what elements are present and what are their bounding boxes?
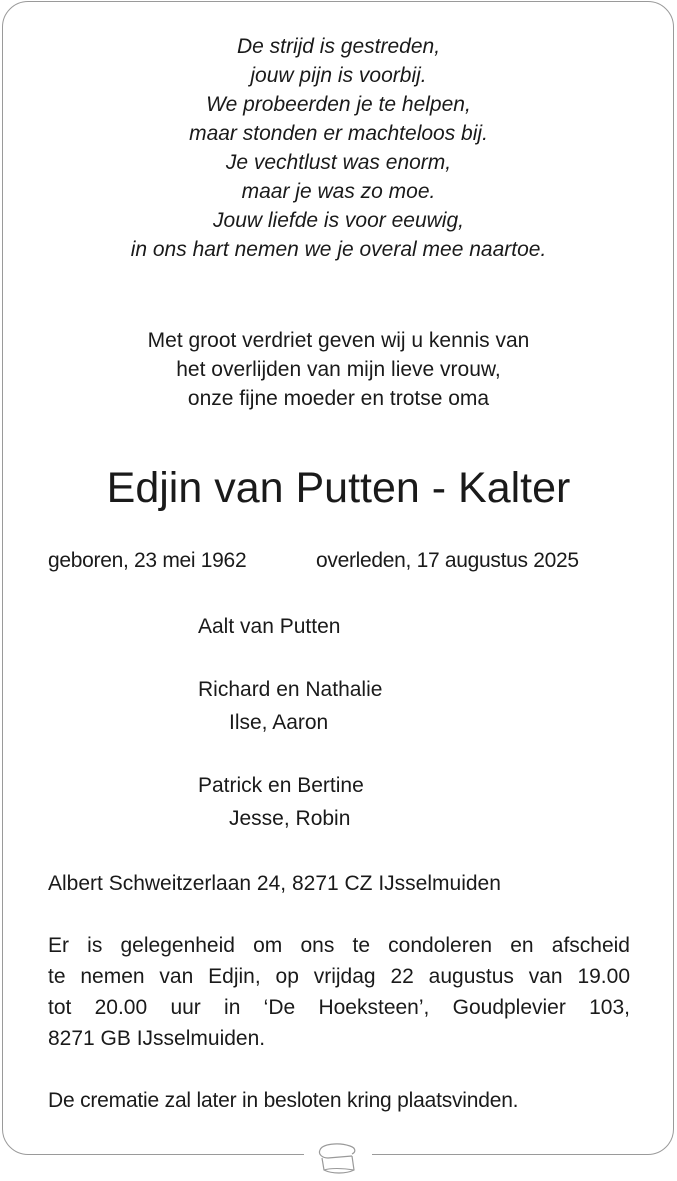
notice-line: 8271 GB IJsselmuiden.: [48, 1027, 266, 1050]
grandchildren-names: Jesse, Robin: [229, 807, 351, 830]
family-spouse: [198, 610, 340, 643]
child-names: Patrick en Bertine: [198, 774, 364, 797]
child-names: Richard en Nathalie: [198, 678, 383, 701]
home-address: Albert Schweitzerlaan 24, 8271 CZ IJsselmuiden: [48, 872, 501, 895]
notice-line: tot 20.00 uur in ‘De Hoeksteen’, Goudplevier 103,: [48, 996, 630, 1019]
poem-line: maar je was zo moe.: [241, 180, 436, 203]
poem-line: maar stonden er machteloos bij.: [189, 122, 488, 145]
intro-line: onze fijne moeder en trotse oma: [187, 387, 490, 410]
poem-line: jouw pijn is voorbij.: [250, 64, 427, 87]
death-date: overleden, 17 augustus 2025: [316, 549, 579, 572]
notice-line: Er is gelegenheid om ons te condoleren en afscheid: [48, 934, 630, 957]
condolence-notice: [48, 930, 630, 1054]
cremation-notice: De crematie zal later in besloten kring plaatsvinden.: [48, 1089, 519, 1112]
intro-line: Met groot verdriet geven wij u kennis van: [147, 329, 530, 352]
family-child-2: [198, 769, 364, 835]
notice-line: te nemen van Edjin, op vrijdag 22 augustus van 19.00: [48, 965, 630, 988]
poem: [0, 32, 677, 264]
poem-line: Jouw liefde is voor eeuwig,: [213, 209, 464, 232]
ornament-icon: [308, 1138, 368, 1178]
poem-line: in ons hart nemen we je overal mee naartoe.: [130, 238, 547, 261]
poem-line: De strijd is gestreden,: [236, 35, 441, 58]
birth-date: geboren, 23 mei 1962: [48, 549, 247, 572]
spouse-name: Aalt van Putten: [198, 615, 341, 638]
poem-line: Je vechtlust was enorm,: [225, 151, 452, 174]
grandchildren-names: Ilse, Aaron: [229, 711, 329, 734]
poem-line: We probeerden je te helpen,: [206, 93, 471, 116]
family-child-1: [198, 673, 382, 739]
announcement-intro: [0, 326, 677, 413]
deceased-name: Edjin van Putten - Kalter: [106, 464, 571, 512]
intro-line: het overlijden van mijn lieve vrouw,: [176, 358, 501, 381]
